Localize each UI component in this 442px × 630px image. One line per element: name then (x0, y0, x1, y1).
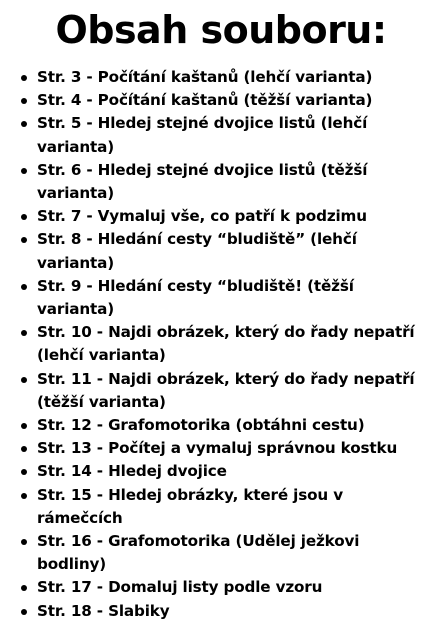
list-item-text: Str. 15 - Hledej obrázky, které jsou v rámečcích (37, 485, 343, 527)
list-item-text: Str. 13 - Počítej a vymaluj správnou kostku (37, 439, 398, 458)
list-item (0, 414, 442, 437)
list-item (0, 159, 442, 205)
bullet-icon (21, 237, 27, 243)
list-item (0, 89, 442, 112)
list-item-text: Str. 12 - Grafomotorika (obtáhni cestu) (37, 416, 365, 435)
bullet-icon (21, 493, 27, 499)
list-item-text: Str. 9 - Hledání cesty “bludiště! (těžší varianta) (37, 276, 354, 319)
list-item (0, 530, 442, 576)
list-item-text: Str. 17 - Domaluj listy podle vzoru (37, 578, 323, 597)
bullet-icon (21, 377, 27, 383)
list-item (0, 321, 442, 367)
list-item-text: Str. 14 - Hledej dvojice (37, 462, 227, 481)
list-item-text: Str. 10 - Najdi obrázek, který do řady nepatří (lehčí varianta) (37, 323, 415, 365)
bullet-icon (21, 121, 27, 127)
list-item (0, 275, 442, 321)
bullet-icon (21, 284, 27, 290)
bullet-icon (21, 75, 27, 81)
list-item-text: Str. 18 - Slabiky (37, 601, 170, 620)
list-item-text: Str. 16 - Grafomotorika (Udělej ježkovi bodliny) (37, 532, 360, 574)
list-item-text: Str. 5 - Hledej stejné dvojice listů (lehčí varianta) (37, 114, 368, 156)
bullet-icon (21, 330, 27, 336)
list-item-text: Str. 3 - Počítání kaštanů (lehčí varianta) (37, 68, 373, 86)
list-item (0, 600, 442, 623)
list-item (0, 228, 442, 274)
list-item-text: Str. 6 - Hledej stejné dvojice listů (těžší varianta) (37, 160, 368, 203)
list-item (0, 205, 442, 228)
bullet-icon (21, 446, 27, 452)
list-item (0, 66, 442, 89)
list-item-text: Str. 4 - Počítání kaštanů (těžší varianta) (37, 91, 373, 110)
list-item (0, 437, 442, 460)
bullet-icon (21, 585, 27, 591)
list-item (0, 368, 442, 414)
list-item (0, 112, 442, 158)
bullet-icon (21, 214, 27, 220)
list-item (0, 460, 442, 483)
list-item (0, 484, 442, 530)
bullet-icon (21, 469, 27, 475)
list-item (0, 576, 442, 599)
list-item-text: Str. 11 - Najdi obrázek, který do řady nepatří (těžší varianta) (37, 369, 415, 411)
bullet-icon (21, 609, 27, 615)
contents-list (0, 66, 442, 623)
page-title: Obsah souboru: (55, 8, 387, 52)
list-item-text: Str. 7 - Vymaluj vše, co patří k podzimu (37, 207, 367, 226)
bullet-icon (21, 539, 27, 545)
bullet-icon (21, 98, 27, 104)
bullet-icon (21, 168, 27, 174)
list-item-text: Str. 8 - Hledání cesty “bludiště” (lehčí varianta) (37, 230, 357, 272)
bullet-icon (21, 423, 27, 429)
